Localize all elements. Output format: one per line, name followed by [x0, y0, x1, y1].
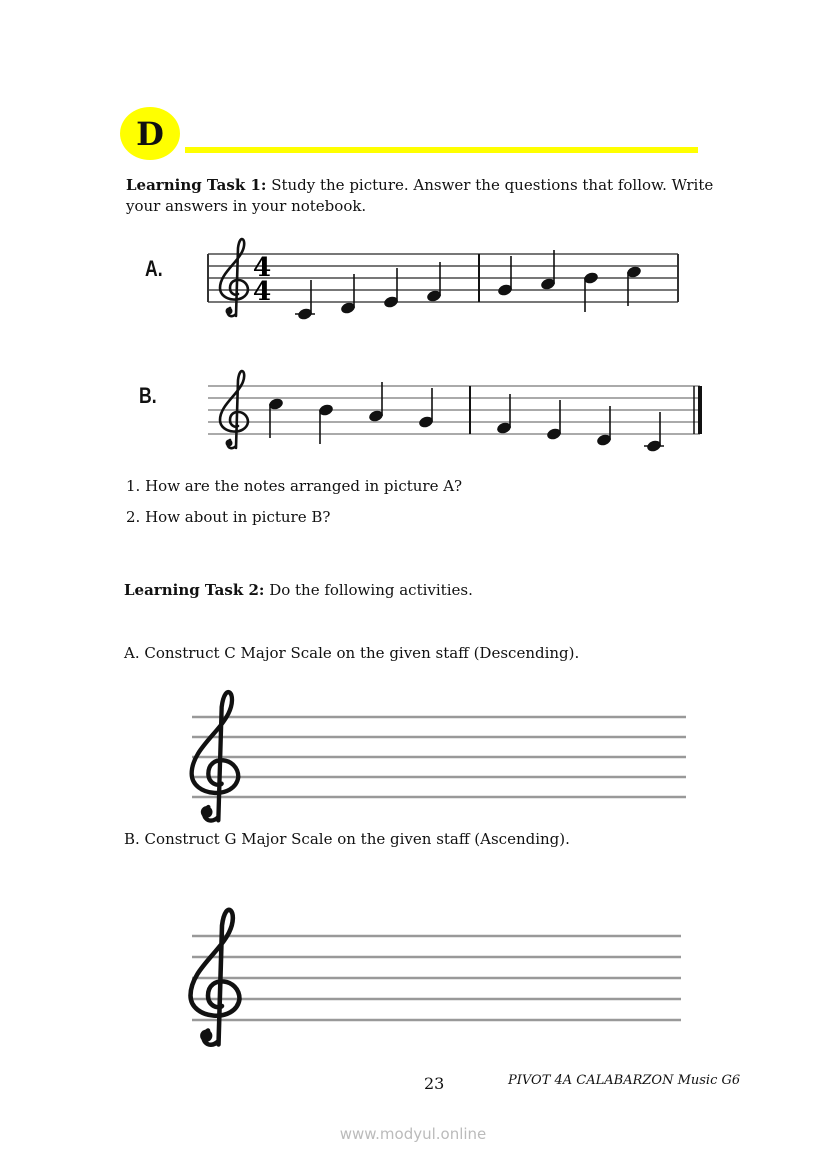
treble-clef-dot: [226, 440, 233, 447]
treble-clef-dot: [201, 806, 213, 818]
time-signature: 4: [252, 276, 272, 307]
task1-text: Study the picture. Answer the questions that follow. Write: [266, 176, 714, 194]
treble-clef-dot: [226, 308, 233, 315]
task2-instruction: [124, 581, 473, 599]
watermark: www.modyul.online: [339, 1125, 487, 1143]
activity-a: A. Construct C Major Scale on the given staff (Descending).: [124, 644, 580, 662]
section-badge: D: [120, 107, 180, 160]
task1-label: Learning Task 1:: [126, 176, 267, 194]
task2-label: Learning Task 2:: [124, 581, 265, 599]
footer-title: PIVOT 4A CALABARZON Music G6: [508, 1073, 741, 1088]
picture-b-label: B.: [139, 383, 157, 408]
question-1: 1. How are the notes arranged in picture A?: [126, 477, 463, 495]
activity-b: B. Construct G Major Scale on the given staff (Ascending).: [124, 830, 570, 848]
task2-text: Do the following activities.: [264, 581, 473, 599]
picture-a-label: A.: [145, 256, 163, 281]
question-2: 2. How about in picture B?: [126, 508, 331, 526]
treble-clef-dot: [200, 1030, 212, 1042]
page-number: 23: [424, 1074, 445, 1093]
time-signature: 4: [252, 252, 272, 283]
task1-instruction-line2: your answers in your notebook.: [126, 197, 367, 215]
